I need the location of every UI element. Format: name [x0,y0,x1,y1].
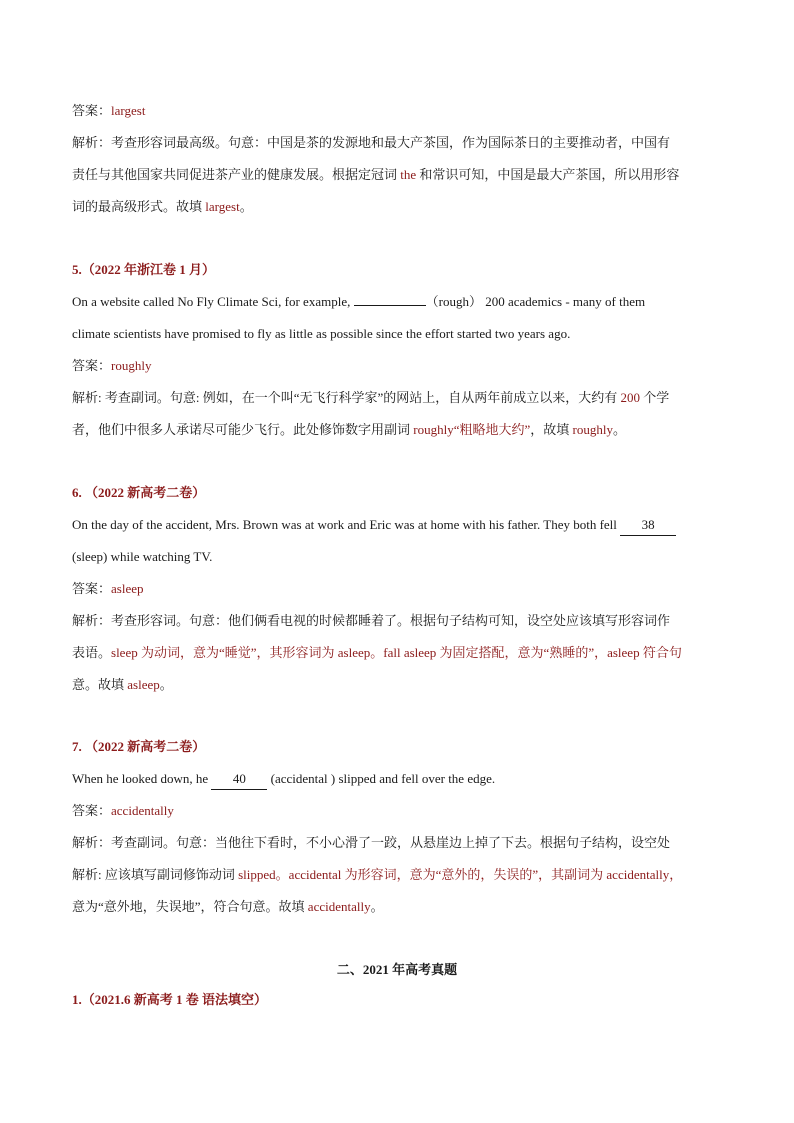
answer-value: accidentally [111,803,174,818]
answer-line: 答案：asleep [72,581,144,596]
fill-blank: 38 [620,515,676,536]
question-text: (sleep) while watching TV. [72,549,213,564]
answer-value: roughly [111,358,152,373]
question-text: On the day of the accident, Mrs. Brown was at work and Eric was at home with his father. They both fell 38 [72,515,676,536]
analysis-line: 意。故填 asleep。 [72,677,173,692]
analysis-line: 解析：考查形容词。句意：他们俩看电视的时候都睡着了。根据句子结构可知，设空处应该填写形容词作 [72,613,671,628]
analysis-line: 解析: 考查副词。句意: 例如，在一个叫“无飞行科学家”的网站上，自从两年前成立以来，大约有 200 个学 [72,390,670,405]
question-text: On a website called No Fly Climate Sci, for example, （rough） 200 academics - many of them [72,294,646,309]
question-text: When he looked down, he 40 (accidental ) slipped and fell over the edge. [72,769,495,790]
analysis-line: 表语。sleep 为动词，意为“睡觉”，其形容词为 asleep。fall asleep 为固定搭配，意为“熟睡的”，asleep 符合句 [72,645,682,660]
analysis-line: 责任与其他国家共同促进茶产业的健康发展。根据定冠词 the 和常识可知，中国是最大产茶国，所以用形容 [72,167,680,182]
answer-value: largest [111,103,146,118]
analysis-line: 解析: 应该填写副词修饰动词 slipped。accidental 为形容词，意为“意外的，失误的”，其副词为 accidentally， [72,867,683,882]
question-text: climate scientists have promised to fly as little as possible since the effort started two years ago. [72,326,571,341]
question-heading: 6. （2022 新高考二卷） [72,485,206,500]
question-heading: 5.（2022 年浙江卷 1 月） [72,262,216,277]
analysis-line: 意为“意外地，失误地”，符合句意。故填 accidentally。 [72,899,384,914]
fill-blank: 40 [211,769,267,790]
question-heading: 1.（2021.6 新高考 1 卷 语法填空） [72,992,268,1007]
answer-line: 答案：roughly [72,358,152,373]
answer-line: 答案：accidentally [72,803,174,818]
question-heading: 7. （2022 新高考二卷） [72,739,206,754]
analysis-line: 词的最高级形式。故填 largest。 [72,199,253,214]
answer-value: asleep [111,581,144,596]
answer-line-1: 答案：largest [72,103,146,118]
analysis-line: 者，他们中很多人承诺尽可能少飞行。此处修饰数字用副词 roughly“粗略地大约”，故填 roughly。 [72,422,626,437]
analysis-line: 解析：考查形容词最高级。句意：中国是茶的发源地和最大产茶国，作为国际茶日的主要推动者，中国有 [72,135,671,150]
fill-blank [354,305,426,306]
section-title: 二、2021 年高考真题 [336,962,458,977]
analysis-line: 解析：考查副词。句意：当他往下看时，不小心滑了一跤，从悬崖边上掉了下去。根据句子结构，设空处 [72,835,671,850]
